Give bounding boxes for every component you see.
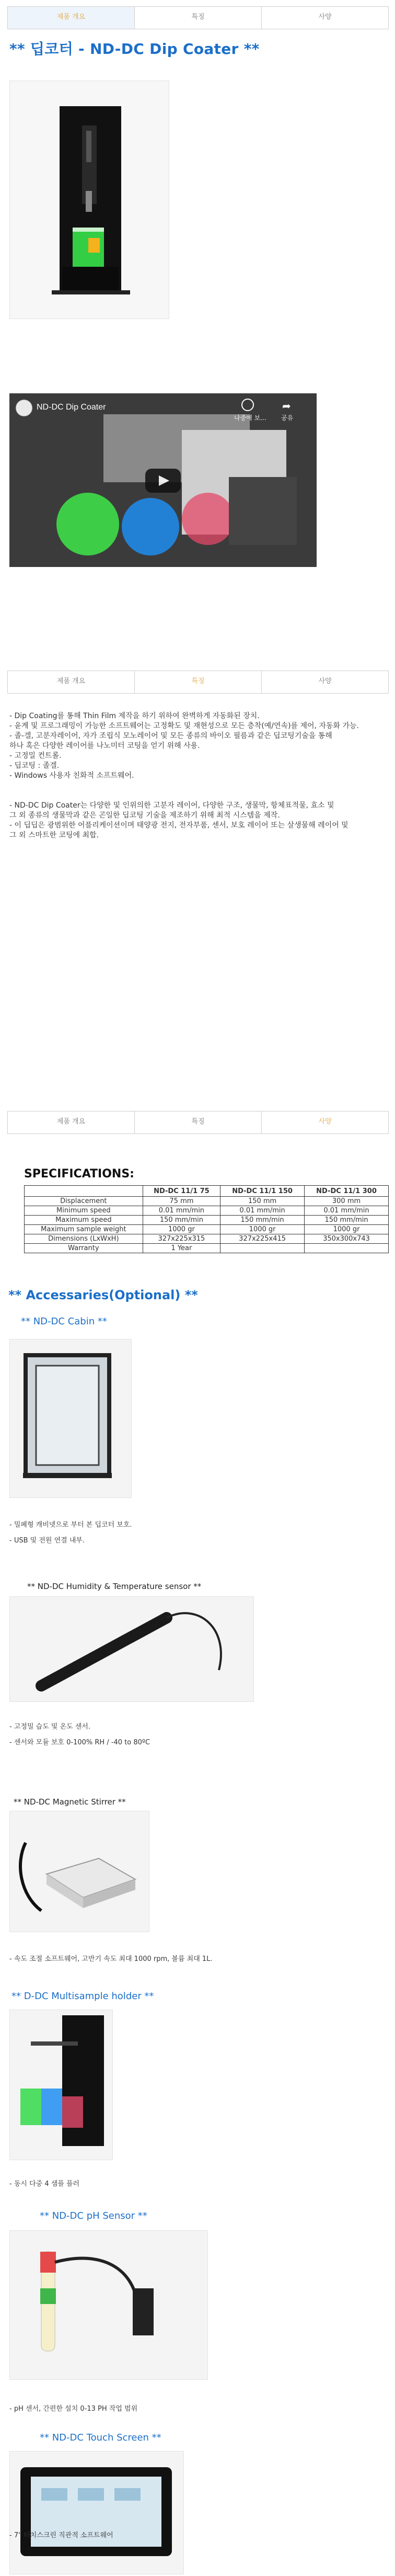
play-icon (159, 475, 169, 486)
table-cell: 350x300x743 (305, 1234, 389, 1244)
feature-line: 그 외 종류의 생물막과 같은 곤일한 딥코팅 기술을 제조하기 위해 최적 시스템을 제작. (9, 811, 280, 820)
multisample-holder-title: ** D-DC Multisample holder ** (11, 1991, 154, 2002)
table-cell: Minimum speed (25, 1206, 143, 1216)
tab-bar-top (7, 6, 389, 29)
feature-line: - 윤계 및 프로그래밍이 가능한 소프트웨어는 고정확도 및 재현성으로 모든 층착(예/연속)를 제어, 자동화 가능. (9, 722, 359, 730)
cabin-note: - USB 및 전원 연결 내부. (9, 1537, 85, 1545)
table-row (25, 1216, 389, 1225)
table-header: ND-DC 11/1 150 (220, 1186, 305, 1197)
magnetic-stirrer-note: - 속도 조절 소프트웨어, 고반기 속도 최대 1000 rpm, 볼륨 최대 1L. (9, 1955, 213, 1963)
specifications-table (24, 1185, 389, 1253)
feature-line (9, 781, 386, 791)
humidity-sensor-title: ** ND-DC Humidity & Temperature sensor ** (27, 1582, 202, 1591)
table-cell: 150 mm (220, 1197, 305, 1206)
table-row (25, 1197, 389, 1206)
tab-specs[interactable]: 사양 (262, 1111, 388, 1133)
table-row (25, 1234, 389, 1244)
page-title: ** 딥코터 - ND-DC Dip Coater ** (9, 40, 260, 58)
tab-overview[interactable]: 제품 개요 (8, 1111, 135, 1133)
table-cell: 327x225x315 (143, 1234, 220, 1244)
table-cell: Maximum speed (25, 1216, 143, 1225)
ph-sensor-note: - pH 센서, 간편한 설치 0-13 PH 작업 범위 (9, 2405, 138, 2413)
feature-line: - Dip Coating를 통해 Thin Film 제작을 하기 위하여 완벽하게 자동화된 장치. (9, 712, 260, 720)
table-cell: 1000 gr (305, 1225, 389, 1234)
watch-later-label: 나중에 보... (234, 414, 266, 422)
accessories-title: ** Accessaries(Optional) ** (8, 1288, 198, 1302)
table-cell: 1 Year (143, 1244, 220, 1253)
feature-line: - ND-DC Dip Coater는 다양한 및 인위의한 고분자 레이어, 다양한 구조, 생물막, 항체표적물, 효소 및 (9, 801, 334, 810)
table-row (25, 1206, 389, 1216)
table-cell: 150 mm/min (143, 1216, 220, 1225)
video-title[interactable]: ND-DC Dip Coater (37, 403, 106, 412)
tab-bar-bottom (7, 1111, 389, 1134)
table-cell: 300 mm (305, 1197, 389, 1206)
specifications-title: SPECIFICATIONS: (24, 1167, 134, 1181)
play-button[interactable] (145, 469, 181, 493)
feature-line: - Windows 사용자 친화적 소프트웨어. (9, 771, 134, 780)
multisample-holder-note: - 동시 다중 4 샘플 플러 (9, 2180, 80, 2188)
tab-features[interactable]: 특징 (135, 671, 262, 693)
feature-list (9, 711, 386, 841)
table-cell: Maximum sample weight (25, 1225, 143, 1234)
magnetic-stirrer-title: ** ND-DC Magnetic Stirrer ** (14, 1797, 126, 1807)
video-channel-avatar[interactable] (16, 400, 32, 416)
table-cell: 0.01 mm/min (143, 1206, 220, 1216)
table-cell: 1000 gr (143, 1225, 220, 1234)
table-row (25, 1225, 389, 1234)
feature-line: 그 외 스마트한 코팅에 최합. (9, 831, 99, 839)
table-cell: 0.01 mm/min (305, 1206, 389, 1216)
tab-features[interactable]: 특징 (135, 1111, 262, 1133)
touch-screen-title: ** ND-DC Touch Screen ** (40, 2432, 161, 2443)
feature-line: - 고정밀 컨트롤. (9, 752, 62, 760)
cabin-title: ** ND-DC Cabin ** (21, 1316, 107, 1327)
ph-sensor-title: ** ND-DC pH Sensor ** (40, 2210, 147, 2221)
table-cell: Displacement (25, 1197, 143, 1206)
table-cell (220, 1244, 305, 1253)
touch-screen-note: - 7" 터치스크린 직관적 소프트웨어 (9, 2532, 113, 2539)
table-header: ND-DC 11/1 300 (305, 1186, 389, 1197)
feature-line (9, 791, 386, 801)
feature-line: - 이 딥딥은 광범위한 어플리케이션이며 태양광 전지, 전자부품, 센서, 보호 레이어 또는 살생물해 레이어 및 (9, 821, 348, 830)
tab-specs[interactable]: 사양 (318, 13, 332, 21)
table-cell: Dimensions (LxWxH) (25, 1234, 143, 1244)
feature-line: 하나 혹은 다양한 레이어를 나노미터 코팅을 얻기 위해 사용. (9, 742, 200, 750)
table-header (25, 1186, 143, 1197)
touch-screen-photo (9, 2451, 184, 2574)
humidity-sensor-note: - 고정밀 습도 및 온도 센서. (9, 1723, 91, 1731)
cabin-note: - 밀폐형 캐비넷으로 부터 본 딥코터 보호. (9, 1521, 132, 1529)
table-cell: 0.01 mm/min (220, 1206, 305, 1216)
multisample-holder-photo (9, 2010, 113, 2160)
table-cell: 150 mm/min (305, 1216, 389, 1225)
ph-sensor-photo (9, 2230, 208, 2380)
tab-features[interactable]: 특징 (135, 7, 262, 29)
table-cell: Warranty (25, 1244, 143, 1253)
humidity-sensor-note: - 센서와 모듈 보호 0-100% RH / -40 to 80ºC (9, 1739, 150, 1746)
tab-specs[interactable]: 사양 (318, 677, 332, 685)
table-header: ND-DC 11/1 75 (143, 1186, 220, 1197)
share-icon[interactable]: ➦ (282, 400, 291, 412)
cabin-photo (9, 1339, 132, 1498)
table-cell: 150 mm/min (220, 1216, 305, 1225)
table-cell: 327x225x415 (220, 1234, 305, 1244)
feature-line: - 딥코팅 : 졸겔. (9, 762, 60, 770)
tab-bar-middle (7, 671, 389, 694)
watch-later-icon[interactable] (241, 399, 254, 411)
table-row (25, 1244, 389, 1253)
share-label: 공유 (281, 414, 294, 422)
table-cell: 75 mm (143, 1197, 220, 1206)
magnetic-stirrer-photo (9, 1811, 149, 1932)
feature-line: - 졸-겔, 고분자레이어, 자가 조립식 모노레이어 및 모든 종류의 바이오 필름과 같은 딥코팅기술을 통해 (9, 732, 332, 740)
table-cell: 1000 gr (220, 1225, 305, 1234)
tab-overview[interactable]: 제품 개요 (8, 671, 135, 693)
video-player[interactable] (9, 393, 317, 567)
humidity-sensor-photo (9, 1596, 254, 1702)
product-photo (9, 81, 169, 319)
table-header-row (25, 1186, 389, 1197)
table-cell (305, 1244, 389, 1253)
tab-overview[interactable]: 제품 개요 (8, 7, 135, 29)
